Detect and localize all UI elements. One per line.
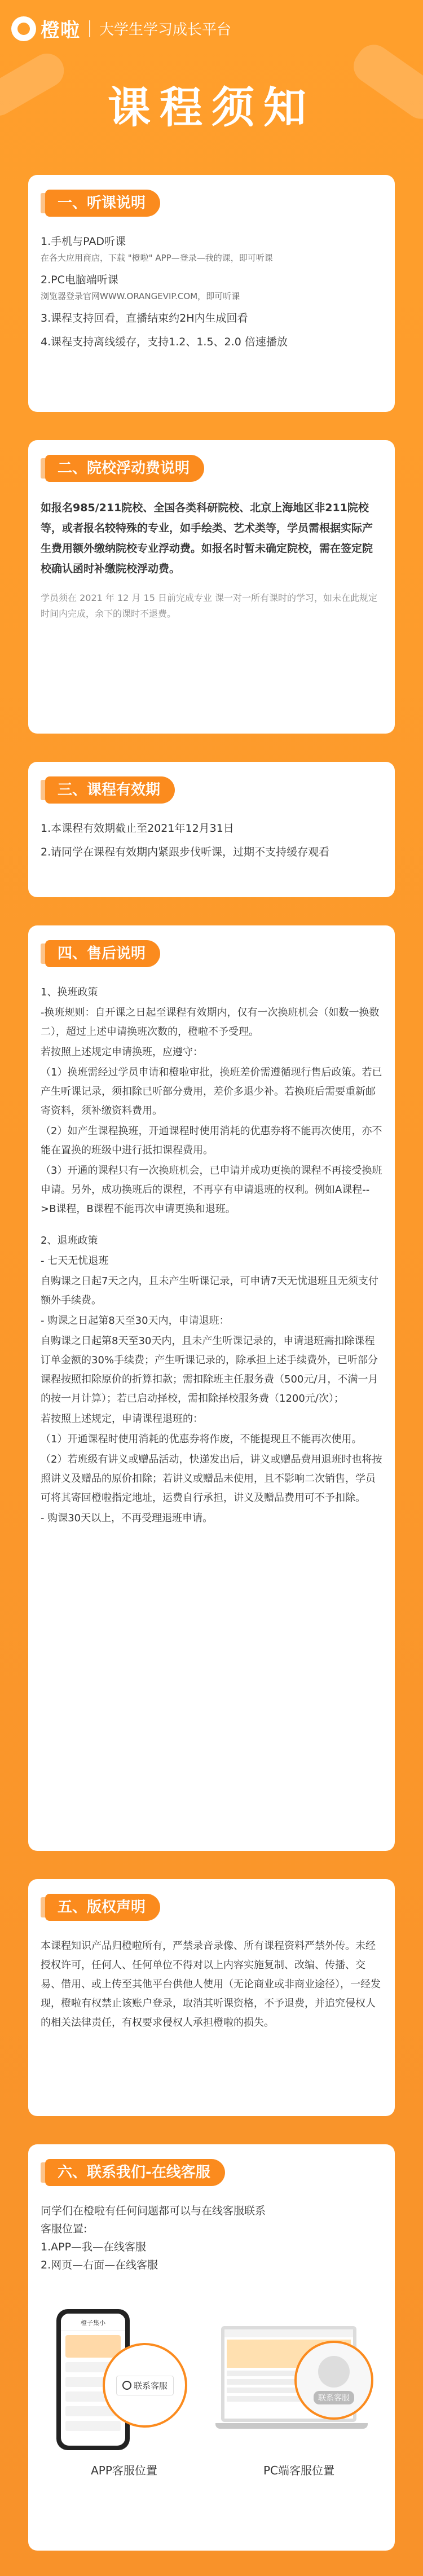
text-paragraph: - 七天无忧退班 bbox=[41, 1255, 109, 1267]
text-line: 4.课程支持离线缓存，支持1.2、1.5、2.0 倍速播放 bbox=[41, 336, 288, 348]
brand-logo bbox=[11, 15, 231, 42]
text-paragraph: （1）换班需经过学员申请和橙啦审批，换班差价需遵循现行售后政策。若已产生听课记录，须扣除已听部分费用，差价多退少补。若换班后需要重新邮寄资料，须补缴资料费用。 bbox=[41, 1067, 382, 1117]
text-line: 1.手机与PAD听课 bbox=[41, 235, 126, 248]
headset-icon bbox=[122, 2381, 131, 2390]
section-tag: 四、售后说明 bbox=[45, 940, 160, 967]
phone-title: 橙子集小 bbox=[61, 2314, 125, 2331]
tagline: 大学生学习成长平台 bbox=[99, 21, 232, 38]
text-line: 2.请同学在课程有效期内紧跟步伐听课，过期不支持缓存观看 bbox=[41, 846, 330, 858]
logo-text: 橙啦 bbox=[41, 19, 80, 42]
section-validity bbox=[28, 762, 395, 897]
text-line: 浏览器登录官网WWW.ORANGEVIP.COM，即可听课 bbox=[41, 291, 240, 301]
section-tag: 一、听课说明 bbox=[45, 190, 160, 217]
contact-service-label: 联系客服 bbox=[133, 2380, 168, 2391]
app-screenshot bbox=[41, 2287, 208, 2478]
pc-caption: PC端客服位置 bbox=[263, 2464, 335, 2477]
screenshot-row bbox=[41, 2287, 382, 2478]
text-line: 在各大应用商店，下载 "橙啦" APP—登录—我的课，即可听课 bbox=[41, 253, 273, 263]
logo-icon bbox=[11, 16, 36, 41]
text-line: 1.APP—我—在线客服 bbox=[41, 2241, 147, 2253]
text-paragraph: -换班规则：自开课之日起至课程有效期内，仅有一次换班机会（如数一换数二），超过上述申请换班次数的，橙啦不予受理。 bbox=[41, 1007, 380, 1038]
text-paragraph: 自购课之日起7天之内，且未产生听课记录，可申请7天无忧退班且无须支付额外手续费。 bbox=[41, 1275, 378, 1306]
section-copyright bbox=[28, 1879, 395, 2116]
pc-zoom-callout bbox=[294, 2341, 373, 2420]
text-line: 客服位置: bbox=[41, 2223, 87, 2235]
contact-service-entry[interactable] bbox=[116, 2376, 174, 2395]
contact-service-button[interactable]: 联系客服 bbox=[314, 2391, 354, 2404]
text-paragraph: 若按照上述规定，申请课程退班的： bbox=[41, 1413, 203, 1425]
text-paragraph: 2、退班政策 bbox=[41, 1235, 98, 1247]
text-paragraph: （1）开通课程时使用消耗的优惠券将作废，不能提现且不能再次使用。 bbox=[41, 1433, 362, 1445]
pc-screenshot bbox=[215, 2287, 382, 2478]
text-paragraph: - 购课之日起第8天至30天内，申请退班： bbox=[41, 1315, 230, 1327]
app-caption: APP客服位置 bbox=[91, 2464, 157, 2477]
section-contact bbox=[28, 2144, 395, 2551]
logo-divider bbox=[89, 20, 90, 37]
section-tag: 六、联系我们-在线客服 bbox=[45, 2159, 225, 2186]
text-paragraph: - 购课30天以上，不再受理退班申请。 bbox=[41, 1512, 213, 1524]
text-line: 3.课程支持回看，直播结束约2H内生成回看 bbox=[41, 312, 248, 324]
top-bar bbox=[0, 0, 423, 56]
laptop-base bbox=[215, 2423, 368, 2429]
section-listening bbox=[28, 175, 395, 412]
text-paragraph: 若按照上述规定申请换班，应遵守： bbox=[41, 1046, 203, 1058]
text-line: 1.本课程有效期截止至2021年12月31日 bbox=[41, 822, 234, 835]
text-paragraph: （2）若班级有讲义或赠品活动，快递发出后，讲义或赠品费用退班时也将按照讲义及赠品的原价扣除；若讲义或赠品未使用，且不影响二次销售，学员可将其寄回橙啦指定地址，运费自行承担，讲义及赠品费用可不予扣除。 bbox=[41, 1454, 382, 1504]
section-tag: 三、课程有效期 bbox=[45, 776, 175, 804]
section-tag: 五、版权声明 bbox=[45, 1894, 160, 1921]
section-tag: 二、院校浮动费说明 bbox=[45, 455, 204, 482]
page-title: 课程须知 bbox=[108, 82, 315, 133]
app-zoom-callout bbox=[103, 2343, 187, 2428]
text-paragraph: （3）开通的课程只有一次换班机会，已申请并成功更换的课程不再接受换班申请。另外，成功换班后的课程，不再享有申请退班的权利。例如A课程-->B课程，B课程不能再次申请更换和退班。 bbox=[41, 1165, 382, 1215]
text-paragraph: 1、换班政策 bbox=[41, 986, 98, 998]
section-after-sales bbox=[28, 925, 395, 1851]
text-paragraph: 本课程知识产品归橙啦所有，严禁录音录像、所有课程资料严禁外传。未经授权许可，任何人、任何单位不得对以上内容实施复制、改编、传播、交易、借用、或上传至其他平台供他人使用（无论商业或非商业途径），一经发现，橙啦有权禁止该账户登录，取消其听课资格，不予退费，并追究侵权人的相关法律责任，有权要求侵权人承担橙啦的损失。 bbox=[41, 1940, 381, 2029]
text-line: 同学们在橙啦有任何问题都可以与在线客服联系 bbox=[41, 2205, 266, 2217]
text-paragraph: 自购课之日起第8天至30天内，且未产生听课记录的，申请退班需扣除课程订单金额的30%手续费；产生听课记录的，除承担上述手续费外，已听部分课程按照扣除原价的折算扣款；需扣除班主任服务费（500元/月，不满一月的按一月计算）；若已启动择校，需扣除择校服务费（1200元/次）； bbox=[41, 1335, 378, 1405]
avatar-icon bbox=[318, 2356, 350, 2388]
text-paragraph: 如报名985/211院校、全国各类科研院校、北京上海地区非211院校等，或者报名较特殊的专业，如手绘类、艺术类等，学员需根据实际产生费用额外缴纳院校专业浮动费。如报名时暂未确定院校，需在签定院校确认函时补缴院校浮动费。 bbox=[41, 502, 373, 575]
text-paragraph: （2）如产生课程换班，开通课程时使用消耗的优惠券将不能再次使用，亦不能在置换的班级中进行抵扣课程费用。 bbox=[41, 1125, 382, 1156]
text-line: 2.网页—右面—在线客服 bbox=[41, 2259, 158, 2271]
text-line: 2.PC电脑端听课 bbox=[41, 274, 118, 286]
section-float-fee bbox=[28, 440, 395, 734]
text-note: 学员须在 2021 年 12 月 15 日前完成专业 课一对一所有课时的学习，如未在此规定时间内完成，余下的课时不退费。 bbox=[41, 593, 378, 619]
